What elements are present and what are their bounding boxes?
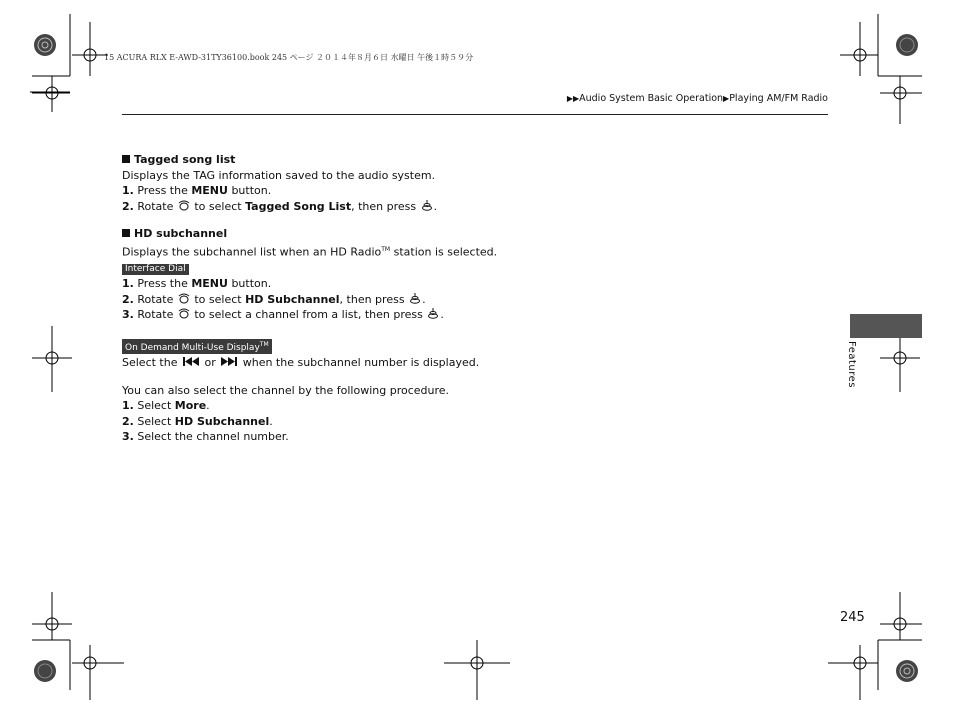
section-bullet-icon — [122, 155, 130, 163]
header-rule — [122, 114, 828, 115]
hd-dial-step-1: 1. Press the MENU button. — [122, 277, 272, 291]
section-bullet-icon — [122, 229, 130, 237]
section-title-hd: HD subchannel — [122, 226, 682, 242]
breadcrumb-part2[interactable]: Playing AM/FM Radio — [729, 93, 828, 104]
skip-back-icon — [181, 356, 201, 367]
hd-dial-step-2: 2. Rotate to select HD Subchannel, then press . — [122, 292, 426, 306]
interface-dial-rotate-icon — [177, 293, 191, 304]
interface-dial-press-icon — [408, 293, 422, 304]
interface-dial-rotate-icon — [177, 200, 191, 211]
tagged-step-1: 1. Press the MENU button. — [122, 184, 272, 198]
hd-alt-step-3: 3. Select the channel number. — [122, 430, 289, 444]
hd-description: Displays the subchannel list when an HD Radio™ station is selected. — [122, 245, 498, 259]
interface-dial-tag: Interface Dial — [122, 264, 189, 275]
breadcrumb-part1[interactable]: Audio System Basic Operation — [579, 93, 724, 104]
tagged-step-2: 2. Rotate to select Tagged Song List, then press . — [122, 199, 438, 213]
breadcrumb-separator-icon: ▶ — [723, 94, 730, 103]
side-tab[interactable] — [850, 314, 922, 338]
hd-alt-step-1: 1. Select More. — [122, 399, 210, 413]
interface-dial-rotate-icon — [177, 308, 191, 319]
print-header: 15 ACURA RLX E-AWD-31TY36100.book 245 ページ ２０１４年８月６日 水曜日 午後１時５９分 — [104, 53, 474, 62]
side-tab-label: Features — [846, 341, 857, 388]
hd-dial-step-3: 3. Rotate to select a channel from a list, then press . — [122, 308, 444, 322]
breadcrumb — [567, 93, 828, 104]
breadcrumb-arrow-icon: ▶▶ — [566, 94, 580, 103]
skip-forward-icon — [219, 356, 239, 367]
interface-dial-press-icon — [420, 200, 434, 211]
hd-alt-step-2: 2. Select HD Subchannel. — [122, 414, 273, 428]
tagged-description: Displays the TAG information saved to the audio system. — [122, 168, 436, 182]
hd-alt-intro: You can also select the channel by the following procedure. — [122, 383, 450, 397]
main-content — [122, 152, 682, 445]
page-number: 245 — [840, 610, 865, 625]
ondemand-display-tag: On Demand Multi-Use Display™ — [122, 339, 272, 354]
section-title-tagged: Tagged song list — [122, 152, 682, 168]
hd-select-line: Select the or when the subchannel number is displayed. — [122, 356, 480, 369]
interface-dial-press-icon — [426, 308, 440, 319]
